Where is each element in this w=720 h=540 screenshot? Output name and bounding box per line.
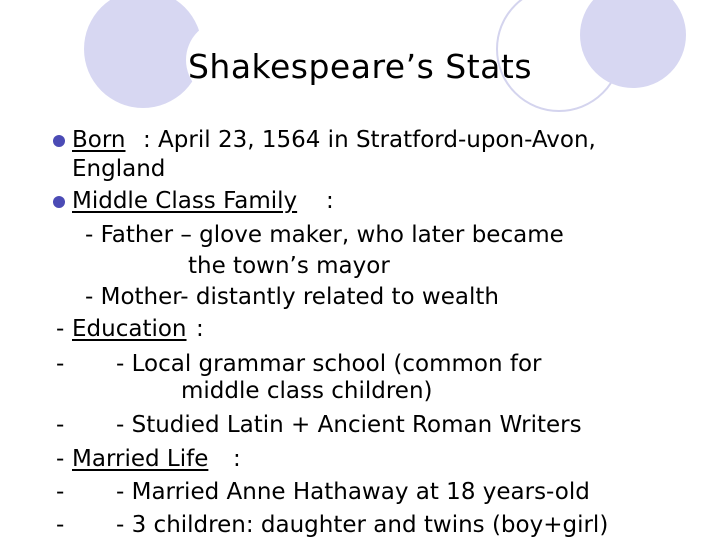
item-text: :: [233, 446, 241, 472]
item-text: :: [196, 316, 204, 342]
item-text: :: [326, 188, 334, 214]
item-text: England: [72, 156, 166, 182]
item-text: - Mother- distantly related to wealth: [85, 284, 499, 310]
item-text: - Father – glove maker, who later became: [85, 222, 564, 248]
item-label: Education: [72, 316, 187, 342]
item-text: middle class children): [181, 378, 433, 404]
item-label: Married Life: [72, 446, 209, 472]
dash-marker: -: [56, 446, 65, 472]
item-text: - 3 children: daughter and twins (boy+girl): [116, 512, 609, 538]
dash-marker: -: [56, 316, 65, 342]
item-label: Born: [72, 127, 126, 153]
bullet-dot-icon: [53, 135, 65, 147]
slide-title: Shakespeare’s Stats: [187, 47, 533, 86]
dash-marker: -: [56, 512, 65, 538]
item-label: Middle Class Family: [72, 188, 298, 214]
dash-marker: -: [56, 479, 65, 505]
bullet-dot-icon: [53, 196, 65, 208]
dash-marker: -: [56, 412, 65, 438]
item-text: - Local grammar school (common for: [116, 351, 542, 377]
item-text: the town’s mayor: [188, 253, 390, 279]
dash-marker: -: [56, 351, 65, 377]
item-text: - Married Anne Hathaway at 18 years-old: [116, 479, 590, 505]
item-text: - Studied Latin + Ancient Roman Writers: [116, 412, 582, 438]
item-text: : April 23, 1564 in Stratford-upon-Avon,: [143, 127, 596, 153]
